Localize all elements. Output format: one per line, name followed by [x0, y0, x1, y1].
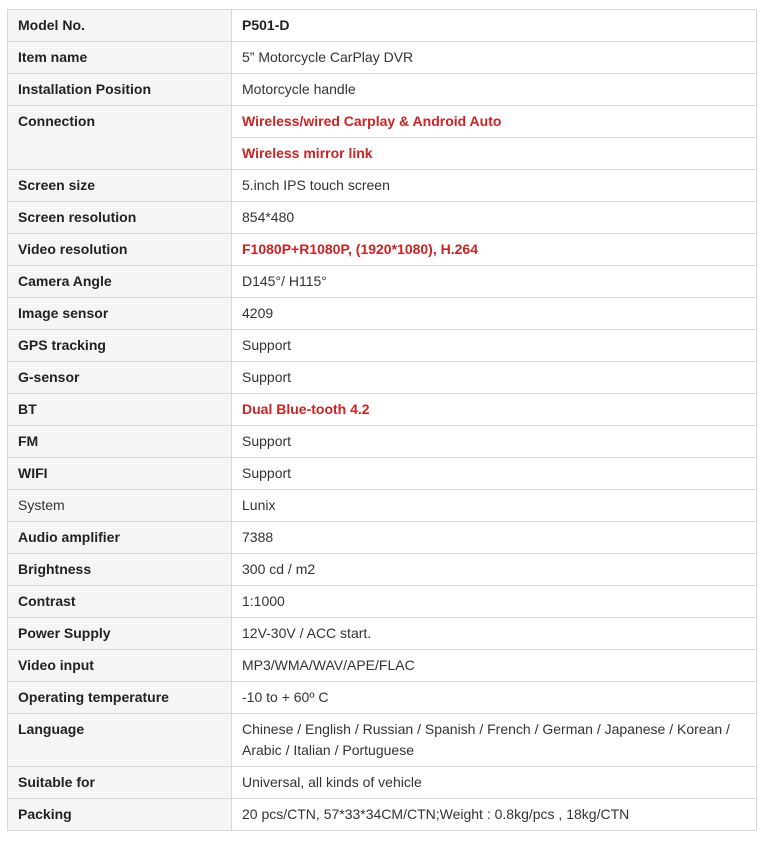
table-row: [8, 714, 757, 767]
spec-label-fm: FM: [8, 426, 232, 458]
spec-label-power-supply: Power Supply: [8, 618, 232, 650]
table-row: [8, 298, 757, 330]
table-row: [8, 522, 757, 554]
spec-value-suitable-for: Universal, all kinds of vehicle: [232, 767, 757, 799]
spec-value-language: Chinese / English / Russian / Spanish / French / German / Japanese / Korean / Arabic / Italian / Portuguese: [232, 714, 757, 767]
spec-label-screen-resolution: Screen resolution: [8, 202, 232, 234]
spec-value-item-name: 5” Motorcycle CarPlay DVR: [232, 42, 757, 74]
spec-value-video-resolution: F1080P+R1080P, (1920*1080), H.264: [232, 234, 757, 266]
table-row: [8, 234, 757, 266]
spec-label-camera-angle: Camera Angle: [8, 266, 232, 298]
table-row: [8, 106, 757, 138]
spec-value-power-supply: 12V-30V / ACC start.: [232, 618, 757, 650]
spec-value-connection-carplay: Wireless/wired Carplay & Android Auto: [232, 106, 757, 138]
table-row: [8, 650, 757, 682]
spec-value-image-sensor: 4209: [232, 298, 757, 330]
spec-value-packing: 20 pcs/CTN, 57*33*34CM/CTN;Weight : 0.8kg/pcs , 18kg/CTN: [232, 799, 757, 831]
spec-label-system: System: [8, 490, 232, 522]
table-row: [8, 618, 757, 650]
spec-value-operating-temperature: -10 to + 60º C: [232, 682, 757, 714]
table-row: [8, 394, 757, 426]
spec-label-g-sensor: G-sensor: [8, 362, 232, 394]
table-row: [8, 426, 757, 458]
table-row: [8, 42, 757, 74]
spec-value-wifi: Support: [232, 458, 757, 490]
table-row: [8, 682, 757, 714]
spec-value-gps-tracking: Support: [232, 330, 757, 362]
table-row: [8, 330, 757, 362]
spec-label-operating-temperature: Operating temperature: [8, 682, 232, 714]
spec-value-camera-angle: D145°/ H115°: [232, 266, 757, 298]
table-row: [8, 586, 757, 618]
table-row: [8, 767, 757, 799]
spec-label-gps-tracking: GPS tracking: [8, 330, 232, 362]
spec-value-connection-mirror-link: Wireless mirror link: [232, 138, 757, 170]
spec-value-system: Lunix: [232, 490, 757, 522]
spec-value-screen-resolution: 854*480: [232, 202, 757, 234]
spec-value-g-sensor: Support: [232, 362, 757, 394]
spec-label-screen-size: Screen size: [8, 170, 232, 202]
spec-label-model-no: Model No.: [8, 10, 232, 42]
spec-label-bt: BT: [8, 394, 232, 426]
spec-value-contrast: 1:1000: [232, 586, 757, 618]
spec-value-video-input: MP3/WMA/WAV/APE/FLAC: [232, 650, 757, 682]
spec-label-suitable-for: Suitable for: [8, 767, 232, 799]
spec-label-audio-amplifier: Audio amplifier: [8, 522, 232, 554]
spec-label-brightness: Brightness: [8, 554, 232, 586]
spec-label-wifi: WIFI: [8, 458, 232, 490]
table-row: [8, 490, 757, 522]
spec-label-image-sensor: Image sensor: [8, 298, 232, 330]
spec-value-model-no: P501-D: [232, 10, 757, 42]
spec-table: [7, 9, 757, 831]
spec-value-installation-position: Motorcycle handle: [232, 74, 757, 106]
spec-value-fm: Support: [232, 426, 757, 458]
spec-label-connection: Connection: [8, 106, 232, 170]
spec-value-screen-size: 5.inch IPS touch screen: [232, 170, 757, 202]
table-row: [8, 266, 757, 298]
spec-label-language: Language: [8, 714, 232, 767]
spec-label-video-input: Video input: [8, 650, 232, 682]
table-row: [8, 74, 757, 106]
spec-label-video-resolution: Video resolution: [8, 234, 232, 266]
spec-value-brightness: 300 cd / m2: [232, 554, 757, 586]
table-row: [8, 170, 757, 202]
spec-label-packing: Packing: [8, 799, 232, 831]
spec-label-item-name: Item name: [8, 42, 232, 74]
table-row: [8, 10, 757, 42]
spec-label-contrast: Contrast: [8, 586, 232, 618]
table-row: [8, 554, 757, 586]
table-row: [8, 362, 757, 394]
spec-value-audio-amplifier: 7388: [232, 522, 757, 554]
table-row: [8, 202, 757, 234]
spec-value-bt: Dual Blue-tooth 4.2: [232, 394, 757, 426]
table-row: [8, 458, 757, 490]
spec-label-installation-position: Installation Position: [8, 74, 232, 106]
table-row: [8, 799, 757, 831]
